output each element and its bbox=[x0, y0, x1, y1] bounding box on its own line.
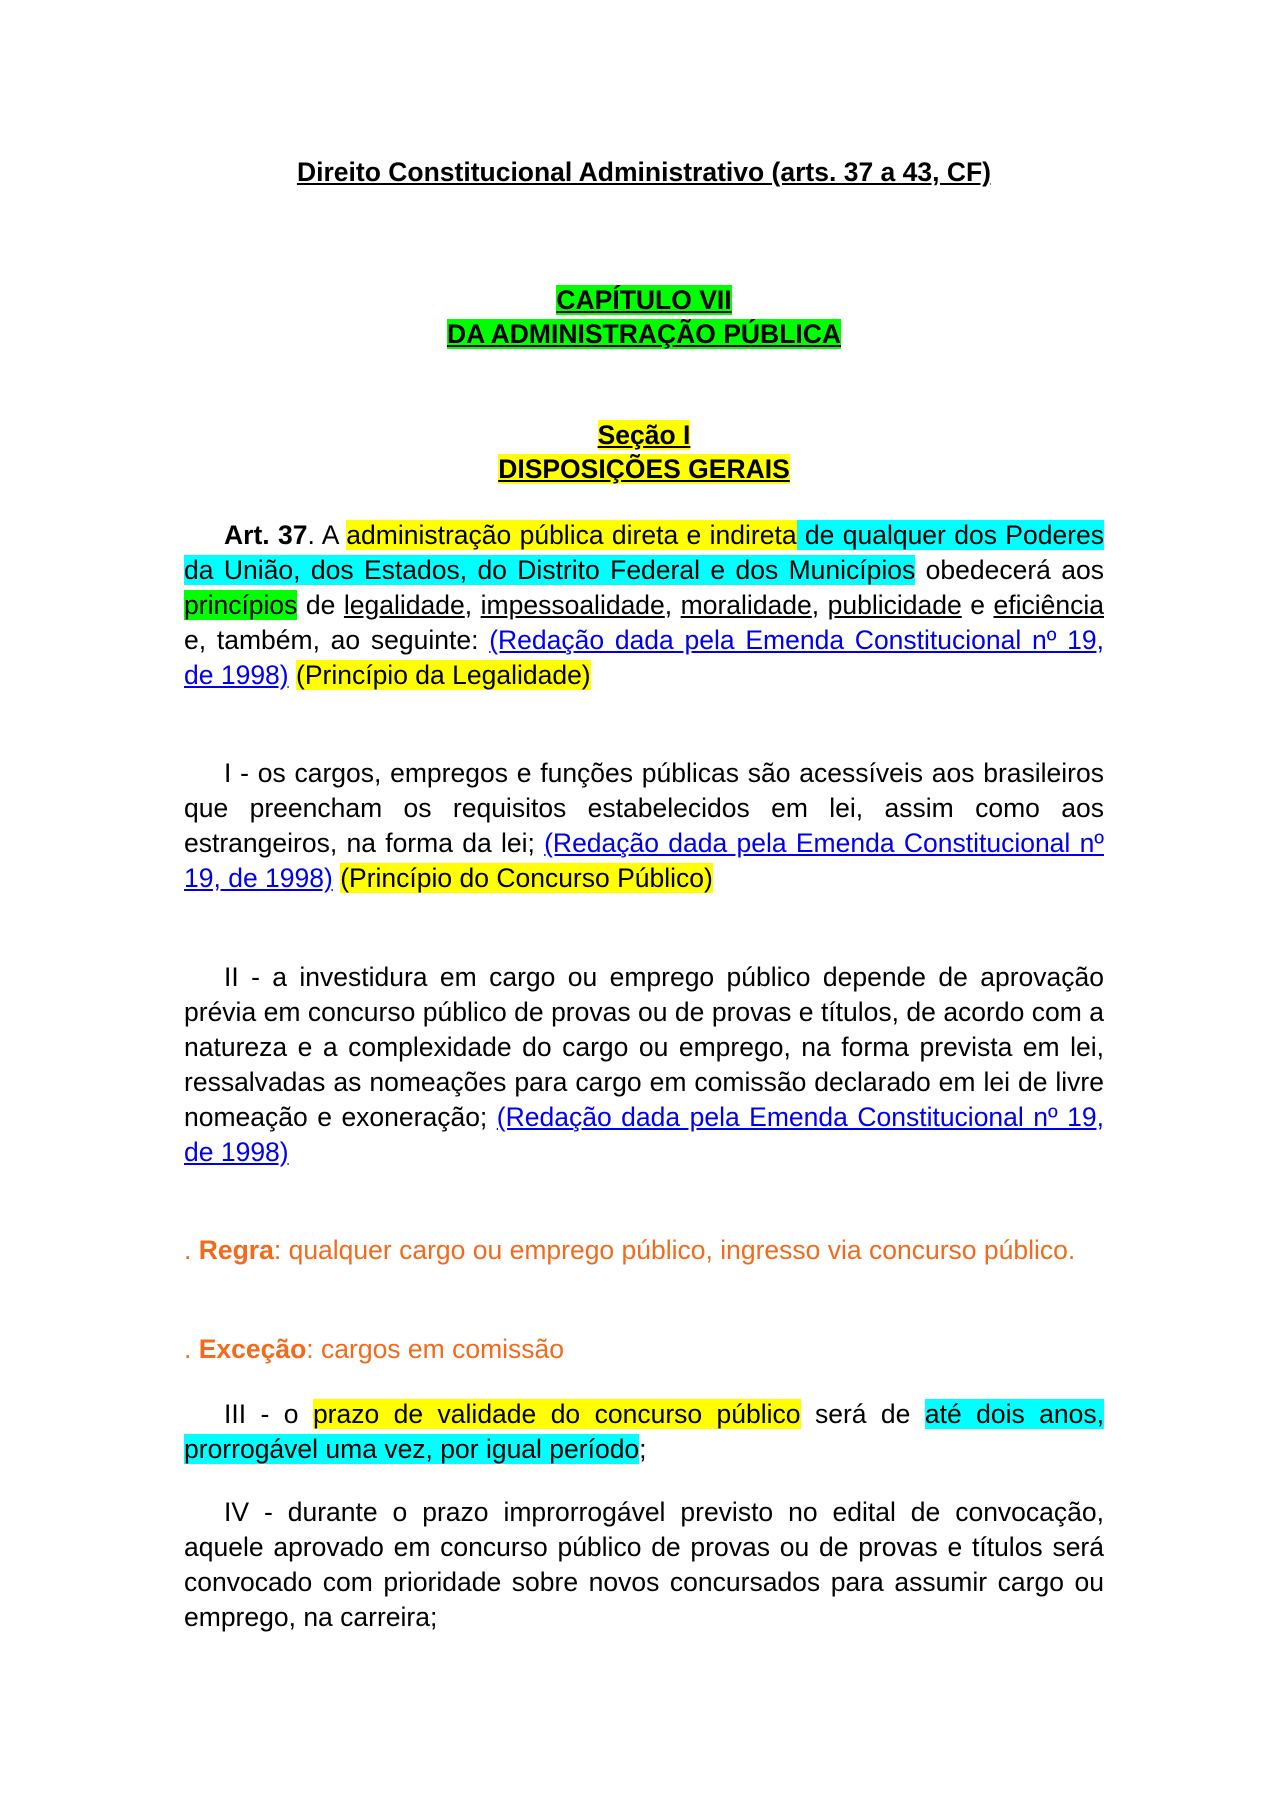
principle-publicidade: publicidade bbox=[827, 590, 962, 620]
principle-impessoalidade: impessoalidade bbox=[480, 590, 665, 620]
chapter-title: DA ADMINISTRAÇÃO PÚBLICA bbox=[446, 319, 842, 349]
exception-label: Exceção bbox=[198, 1334, 307, 1364]
article-37: Art. 37. A administração pública direta e indireta de qualquer dos Poderes da União, dos Estados, do Distrito Federal e dos Municípios obedecerá aos princípios de legalidade, impessoalidade, moralidade, publicidade e eficiência e, também, ao seguinte: (Redação dada pela Emenda Constitucional nº 19, de 1998) (Princípio da Legalidade) bbox=[184, 520, 1104, 690]
exception-note: . Exceção: cargos em comissão bbox=[184, 1334, 565, 1364]
article-label: Art. 37 bbox=[224, 520, 308, 550]
item-iii: III - o prazo de validade do concurso público será de até dois anos, prorrogável uma vez, por igual período; bbox=[184, 1399, 1104, 1464]
amendment-link[interactable]: (Redação dada pela Emenda Constitucional nº 19, de 1998) bbox=[184, 828, 1104, 893]
rule-label: Regra bbox=[198, 1235, 274, 1265]
principle-eficiencia: eficiência bbox=[993, 590, 1104, 620]
item-i: I - os cargos, empregos e funções públicas são acessíveis aos brasileiros que preencham os requisitos estabelecidos em lei, assim como aos estrangeiros, na forma da lei; (Redação dada pela Emenda Constitucional nº 19, de 1998) (Princípio do Concurso Público) bbox=[184, 758, 1104, 893]
principle-note: (Princípio do Concurso Público) bbox=[340, 863, 713, 893]
chapter-number: CAPÍTULO VII bbox=[556, 285, 732, 315]
item-iv: IV - durante o prazo improrrogável previsto no edital de convocação, aquele aprovado em concurso público de provas ou de provas e títulos será convocado com prioridade sobre novos concursados para assumir cargo ou emprego, na carreira; bbox=[184, 1497, 1104, 1632]
principle-note: (Princípio da Legalidade) bbox=[296, 660, 591, 690]
section-number: Seção I bbox=[597, 420, 691, 450]
highlight-dois-anos: até dois anos, prorrogável uma vez, por igual período bbox=[184, 1399, 1104, 1464]
rule-note: . Regra: qualquer cargo ou emprego público, ingresso via concurso público. bbox=[184, 1235, 1076, 1265]
section-heading bbox=[184, 418, 1104, 486]
highlight-administracao: administração pública direta e indireta bbox=[346, 520, 797, 550]
document-title: Direito Constitucional Administrativo (arts. 37 a 43, CF) bbox=[296, 157, 992, 187]
principle-moralidade: moralidade bbox=[680, 590, 812, 620]
amendment-link[interactable]: (Redação dada pela Emenda Constitucional nº 19, de 1998) bbox=[184, 625, 1104, 690]
amendment-link[interactable]: (Redação dada pela Emenda Constitucional nº 19, de 1998) bbox=[184, 1102, 1105, 1167]
principle-legalidade: legalidade bbox=[343, 590, 465, 620]
highlight-poderes: de qualquer dos Poderes da União, dos Estados, do Distrito Federal e dos Municípios bbox=[184, 520, 1104, 585]
section-title: DISPOSIÇÕES GERAIS bbox=[498, 454, 790, 484]
chapter-heading bbox=[184, 283, 1104, 351]
highlight-principios: princípios bbox=[184, 590, 298, 620]
highlight-prazo: prazo de validade do concurso público bbox=[312, 1399, 801, 1429]
item-ii: II - a investidura em cargo ou emprego público depende de aprovação prévia em concurso público de provas ou de provas e títulos, de acordo com a natureza e a complexidade do cargo ou emprego, na forma prevista em lei, ressalvadas as nomeações para cargo em comissão declarado em lei de livre nomeação e exoneração; (Redação dada pela Emenda Constitucional nº 19, de 1998) bbox=[184, 962, 1105, 1167]
